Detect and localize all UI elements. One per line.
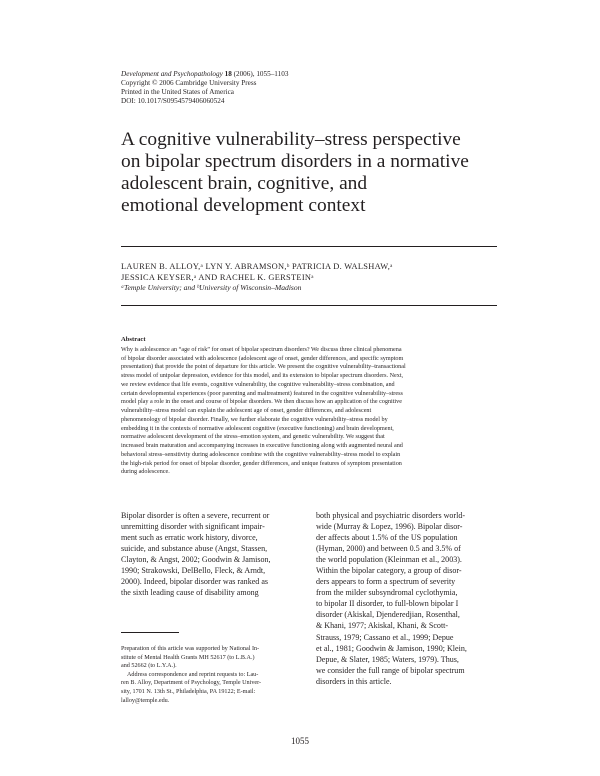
body-line: the world population (Kleinman et al., 2003). bbox=[316, 555, 462, 565]
footnote-line: sity, 1701 N. 13th St., Philadelphia, PA 19122; E-mail: bbox=[121, 688, 256, 695]
abstract-line: model play a role in the onset and course of bipolar disorders. We then discuss how an application of the cognitive bbox=[121, 399, 402, 406]
journal-name: Development and Psychopathology bbox=[121, 70, 223, 78]
body-line: the sixth leading cause of disability among bbox=[121, 588, 259, 598]
journal-metadata bbox=[121, 70, 288, 106]
journal-volume: 18 bbox=[224, 70, 232, 78]
body-column-right bbox=[316, 510, 497, 687]
article-title bbox=[121, 129, 521, 217]
body-line: to bipolar II disorder, to full-blown bipolar I bbox=[316, 599, 459, 609]
body-line: (Hyman, 2000) and between 0.5 and 3.5% of bbox=[316, 544, 461, 554]
body-line: 2000). Indeed, bipolar disorder was ranked as bbox=[121, 577, 269, 587]
body-line: unremitting disorder with significant impair- bbox=[121, 522, 265, 532]
body-line: disorders in this article. bbox=[316, 676, 392, 686]
title-line: on bipolar spectrum disorders in a normative bbox=[121, 151, 469, 172]
body-line: et al., 1981; Goodwin & Jamison, 1990; Klein, bbox=[316, 643, 467, 653]
footnote-line: and 52662 (to L.Y.A.). bbox=[121, 663, 177, 670]
body-line: der affects about 1.5% of the US population bbox=[316, 533, 458, 543]
abstract-line: behavioral stress–sensitivity during adolescence combine with the cognitive vulnerability–stress model to explain bbox=[121, 451, 401, 458]
citation-line bbox=[121, 70, 288, 79]
body-line: wide (Murray & Lopez, 1996). Bipolar disor- bbox=[316, 522, 463, 532]
body-line: suicide, and substance abuse (Angst, Stassen, bbox=[121, 544, 268, 554]
author-affiliations: ᵃTemple University; and ᵇUniversity of Wisconsin–Madison bbox=[121, 283, 302, 292]
footnote-line: Preparation of this article was supported by National In- bbox=[121, 646, 260, 652]
copyright-line: Copyright © 2006 Cambridge University Press bbox=[121, 79, 257, 88]
abstract-line: vulnerability–stress model can explain the adolescent age of onset, gender differences, and adolescent bbox=[121, 408, 372, 414]
abstract-line: stress model of unipolar depression, evidence for this model, and its extension to bipolar spectrum disorders. Next, bbox=[121, 373, 404, 379]
authors-line-1: LAUREN B. ALLOY,ᵃ LYN Y. ABRAMSON,ᵇ PATRICIA D. WALSHAW,ᵃ bbox=[121, 262, 393, 271]
body-column-left bbox=[121, 510, 302, 598]
abstract-line: we review evidence that life events, cognitive vulnerability, the cognitive vulnerability–stress combination, and bbox=[121, 381, 395, 388]
body-line: both physical and psychiatric disorders world- bbox=[316, 511, 466, 520]
body-line: we consider the full range of bipolar spectrum bbox=[316, 665, 465, 675]
body-line: & Khani, 1977; Akiskal, Khani, & Scott- bbox=[316, 621, 449, 631]
body-line: ment such as erratic work history, divorce, bbox=[121, 533, 258, 543]
doi-line: DOI: 10.1017/S0954579406060524 bbox=[121, 97, 225, 106]
abstract-line: certain developmental experiences (poor parenting and maltreatment) featured in the cognitive vulnerability–stress bbox=[121, 390, 403, 397]
printed-line: Printed in the United States of America bbox=[121, 88, 234, 97]
body-line: Bipolar disorder is often a severe, recurrent or bbox=[121, 511, 270, 520]
body-line: Strauss, 1979; Cassano et al., 1999; Depue bbox=[316, 632, 454, 642]
authors-line-2: JESSICA KEYSER,ᵃ AND RACHEL K. GERSTEINᵃ bbox=[121, 273, 314, 282]
footnote-line: Address correspondence and reprint requests to: Lau- bbox=[127, 671, 259, 678]
body-line: Depue, & Slater, 1985; Waters, 1979). Thus, bbox=[316, 654, 459, 664]
body-line: 1990; Strakowski, DelBello, Fleck, & Arndt, bbox=[121, 566, 266, 576]
footnote-line: ren B. Alloy, Department of Psychology, Temple Univer- bbox=[121, 680, 262, 687]
footnote-divider bbox=[121, 632, 179, 633]
abstract-line: normative adolescent development of the stress–emotion system, and genetic vulnerability. We suggest that bbox=[121, 434, 385, 441]
title-divider bbox=[121, 246, 497, 247]
abstract-line: increased brain maturation and accompanying increases in executive functioning along with augmented neural and bbox=[121, 443, 403, 449]
abstract-line: Why is adolescence an “age of risk” for onset of bipolar spectrum disorders? We discuss three clinical phenomena bbox=[121, 346, 402, 353]
footnote-line: stitute of Mental Health Grants MH 52617 (to L.B.A.) bbox=[121, 654, 255, 661]
body-line: disorder (Akiskal, Djenderedjian, Rosenthal, bbox=[316, 610, 460, 620]
abstract-line: embedding it in the contexts of normative adolescent cognitive (executive functioning) and brain development, bbox=[121, 425, 394, 432]
title-line: A cognitive vulnerability–stress perspective bbox=[121, 129, 461, 150]
title-line: adolescent brain, cognitive, and bbox=[121, 173, 368, 194]
journal-pages: (2006), 1055–1103 bbox=[233, 70, 289, 78]
header-divider bbox=[121, 305, 497, 306]
abstract-line: phenomenology of bipolar disorder. Finally, we further elaborate the cognitive vulnerability–stress model by bbox=[121, 416, 388, 423]
abstract-line: during adolescence. bbox=[121, 469, 170, 476]
title-line: emotional development context bbox=[121, 195, 366, 216]
abstract-line: of bipolar disorder associated with adolescence (adolescent age of onset, gender differences, and specific symptom bbox=[121, 355, 404, 362]
body-line: Clayton, & Angst, 2002; Goodwin & Jamison, bbox=[121, 555, 271, 565]
abstract-heading: Abstract bbox=[121, 336, 146, 343]
abstract-line: presentation) that provide the point of departure for this article. We present the cognitive vulnerability–transactional bbox=[121, 364, 406, 371]
abstract bbox=[121, 336, 497, 477]
page-number: 1055 bbox=[291, 736, 309, 746]
footnote-line: lalloy@temple.edu. bbox=[121, 697, 170, 704]
body-line: from the milder subsyndromal cyclothymia, bbox=[316, 588, 458, 598]
body-line: ders appears to form a spectrum of severity bbox=[316, 577, 456, 587]
abstract-line: the high-risk period for onset of bipolar disorder, gender differences, and unique features of symptom presentation bbox=[121, 460, 402, 467]
footnote bbox=[121, 645, 311, 705]
author-list bbox=[121, 261, 393, 283]
body-line: Within the bipolar category, a group of disor- bbox=[316, 566, 462, 576]
